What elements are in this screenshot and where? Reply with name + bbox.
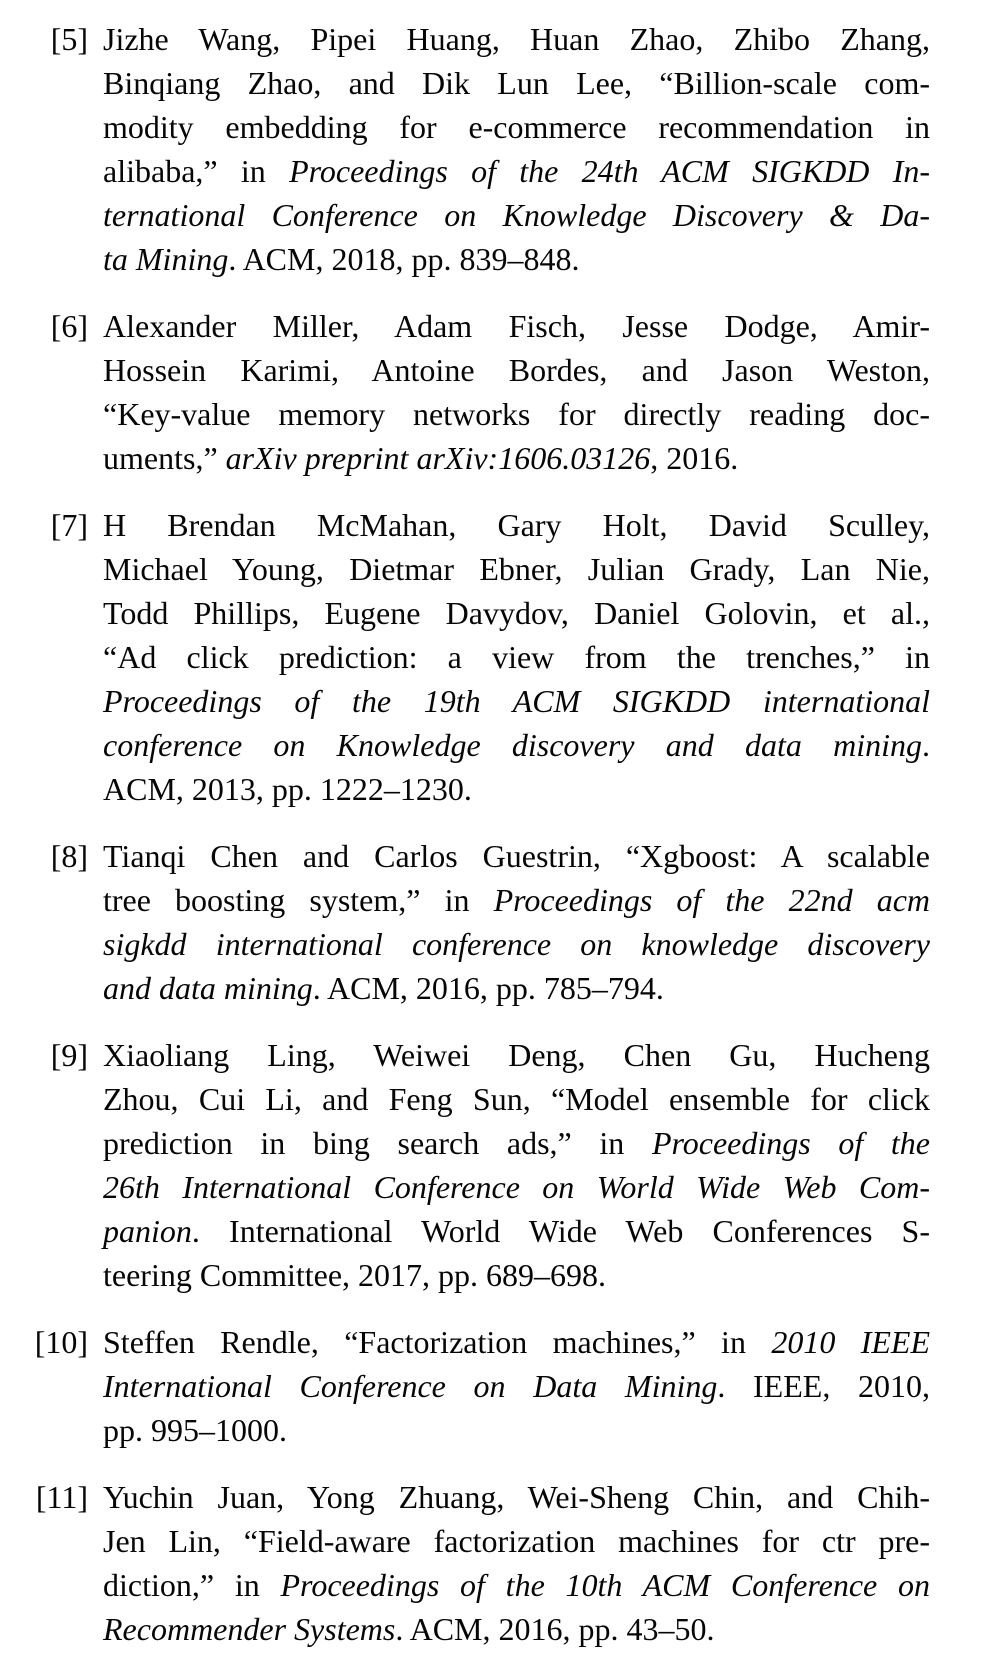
citation-text: Alexander Miller, Adam Fisch, Jesse Dodge, Amir-	[103, 308, 930, 344]
reference-line	[103, 1033, 930, 1077]
citation-text: Zhou, Cui Li, and Feng Sun, “Model ensemble for click	[103, 1081, 930, 1117]
venue-italic-text: Proceedings of the 24th ACM SIGKDD In-	[289, 153, 931, 189]
venue-italic-text: ternational Conference on Knowledge Discovery & Da-	[103, 197, 930, 233]
reference-line	[103, 348, 930, 392]
reference-line	[103, 1475, 930, 1519]
citation-text: , 2016.	[650, 440, 739, 476]
citation-text: tree boosting system,” in	[103, 882, 494, 918]
citation-text: prediction in bing search ads,” in	[103, 1125, 652, 1161]
venue-italic-text: sigkdd international conference on knowledge discovery	[103, 926, 930, 962]
reference-number: [7]	[50, 507, 88, 543]
citation-text: . ACM, 2016, pp. 43–50.	[395, 1611, 715, 1647]
venue-italic-text: Proceedings of the	[651, 1125, 931, 1161]
citation-text: Jizhe Wang, Pipei Huang, Huan Zhao, Zhibo Zhang,	[103, 21, 930, 57]
reference-line	[103, 193, 930, 237]
reference-line	[103, 105, 930, 149]
venue-italic-text: ta Mining	[103, 241, 229, 277]
reference-line	[103, 1209, 930, 1253]
venue-italic-text: Proceedings of the 22nd acm	[493, 882, 931, 918]
reference-line	[103, 834, 930, 878]
venue-italic-text: 2010 IEEE	[771, 1324, 931, 1360]
venue-italic-text: 26th International Conference on World Wide Web Com-	[103, 1169, 930, 1205]
reference-line	[103, 635, 930, 679]
citation-text: modity embedding for e-commerce recommendation in	[103, 109, 930, 145]
reference-text	[103, 1320, 930, 1452]
venue-italic-text: Proceedings of the 19th ACM SIGKDD international	[103, 683, 930, 719]
reference-line	[103, 767, 930, 811]
citation-text: . International World Wide Web Conferences S-	[191, 1213, 930, 1249]
reference-line	[103, 1364, 930, 1408]
reference-number: [5]	[50, 21, 88, 57]
reference-line	[103, 237, 930, 281]
reference-item	[0, 1320, 930, 1452]
reference-number: [11]	[35, 1479, 88, 1515]
reference-text	[103, 304, 930, 480]
reference-text	[103, 503, 930, 811]
reference-line	[103, 922, 930, 966]
citation-text: Jen Lin, “Field-aware factorization machines for ctr pre-	[103, 1523, 930, 1559]
reference-line	[103, 503, 930, 547]
citation-text: .	[922, 727, 930, 763]
citation-text: . ACM, 2018, pp. 839–848.	[228, 241, 580, 277]
citation-text: “Key-value memory networks for directly reading doc-	[103, 396, 930, 432]
citation-text: uments,”	[103, 440, 226, 476]
reference-list	[0, 17, 930, 1651]
citation-text: ACM, 2013, pp. 1222–1230.	[103, 771, 472, 807]
reference-text	[103, 17, 930, 281]
reference-line	[103, 966, 930, 1010]
venue-italic-text: International Conference on Data Mining	[103, 1368, 718, 1404]
reference-line	[103, 392, 930, 436]
reference-text	[103, 1033, 930, 1297]
reference-number: [6]	[50, 308, 88, 344]
citation-text: pp. 995–1000.	[103, 1412, 287, 1448]
reference-line	[103, 591, 930, 635]
citation-text: Hossein Karimi, Antoine Bordes, and Jason Weston,	[103, 352, 930, 388]
reference-line	[103, 1121, 930, 1165]
reference-line	[103, 149, 930, 193]
reference-item	[0, 834, 930, 1010]
citation-text: H Brendan McMahan, Gary Holt, David Sculley,	[103, 507, 930, 543]
reference-item	[0, 503, 930, 811]
reference-line	[103, 1253, 930, 1297]
citation-text: alibaba,” in	[103, 153, 290, 189]
reference-line	[103, 1408, 930, 1452]
reference-number: [8]	[50, 838, 88, 874]
citation-text: Michael Young, Dietmar Ebner, Julian Grady, Lan Nie,	[103, 551, 930, 587]
reference-item	[0, 1475, 930, 1651]
citation-text: Xiaoliang Ling, Weiwei Deng, Chen Gu, Hucheng	[103, 1037, 930, 1073]
citation-text: . IEEE, 2010,	[717, 1368, 930, 1404]
reference-line	[103, 1077, 930, 1121]
reference-line	[103, 1607, 930, 1651]
reference-item	[0, 304, 930, 480]
reference-line	[103, 1563, 930, 1607]
reference-text	[103, 834, 930, 1010]
reference-line	[103, 17, 930, 61]
citation-text: . ACM, 2016, pp. 785–794.	[312, 970, 664, 1006]
reference-line	[103, 679, 930, 723]
reference-line	[103, 723, 930, 767]
citation-text: Steffen Rendle, “Factorization machines,” in	[103, 1324, 772, 1360]
reference-line	[103, 304, 930, 348]
venue-italic-text: panion	[103, 1213, 192, 1249]
reference-line	[103, 1519, 930, 1563]
venue-italic-text: conference on Knowledge discovery and data mining	[103, 727, 922, 763]
citation-text: Todd Phillips, Eugene Davydov, Daniel Golovin, et al.,	[103, 595, 930, 631]
reference-number: [10]	[34, 1324, 88, 1360]
reference-number: [9]	[50, 1037, 88, 1073]
citation-text: Tianqi Chen and Carlos Guestrin, “Xgboost: A scalable	[103, 838, 930, 874]
reference-item	[0, 1033, 930, 1297]
reference-line	[103, 1320, 930, 1364]
reference-line	[103, 878, 930, 922]
reference-item	[0, 17, 930, 281]
citation-text: “Ad click prediction: a view from the trenches,” in	[103, 639, 930, 675]
reference-line	[103, 436, 930, 480]
venue-italic-text: arXiv preprint arXiv:1606.03126	[225, 440, 651, 476]
reference-text	[103, 1475, 930, 1651]
citation-text: Yuchin Juan, Yong Zhuang, Wei-Sheng Chin, and Chih-	[103, 1479, 930, 1515]
citation-text: Binqiang Zhao, and Dik Lun Lee, “Billion-scale com-	[103, 65, 930, 101]
citation-text: teering Committee, 2017, pp. 689–698.	[103, 1257, 607, 1293]
venue-italic-text: Proceedings of the 10th ACM Conference on	[280, 1567, 931, 1603]
citation-text: diction,” in	[103, 1567, 281, 1603]
venue-italic-text: Recommender Systems	[103, 1611, 396, 1647]
reference-line	[103, 1165, 930, 1209]
reference-line	[103, 61, 930, 105]
venue-italic-text: and data mining	[103, 970, 313, 1006]
reference-line	[103, 547, 930, 591]
